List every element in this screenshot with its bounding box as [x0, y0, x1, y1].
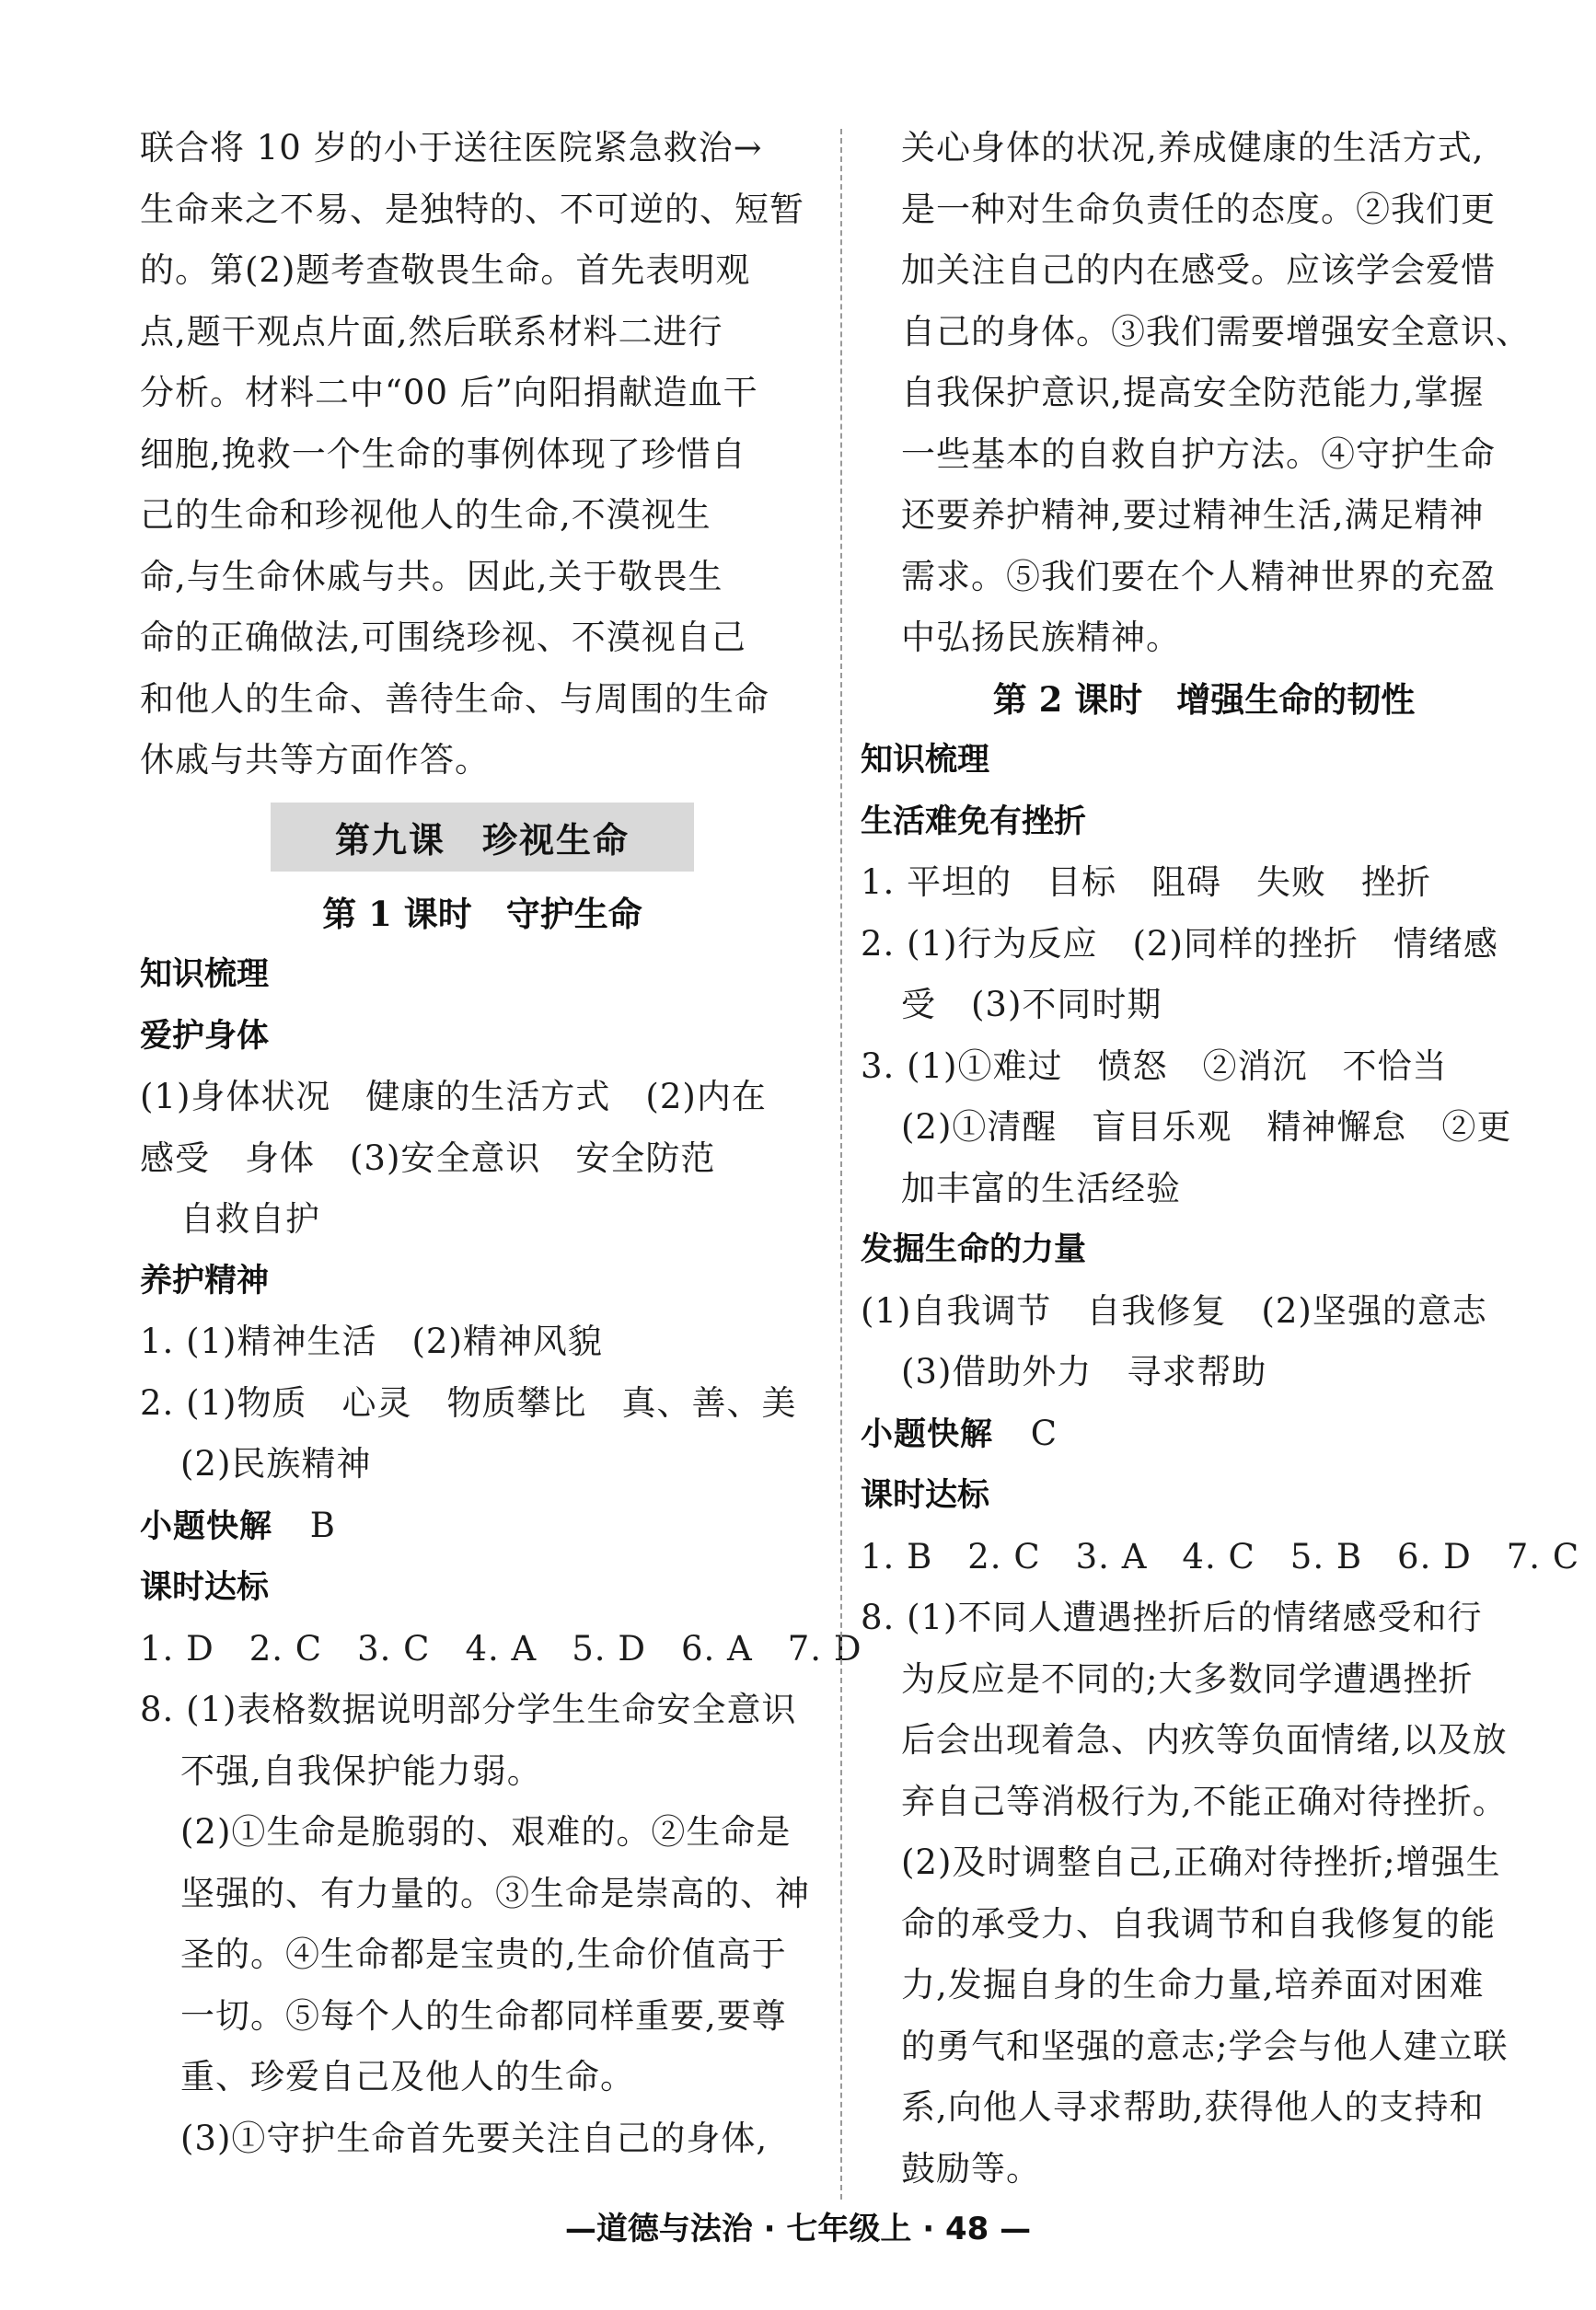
text-line: (2)①生命是脆弱的、艰难的。②生命是: [180, 1812, 792, 1852]
left-column: [140, 118, 862, 2169]
text-line: 自己的身体。③我们需要增强安全意识、: [901, 311, 1531, 352]
text-line: 感受 身体 (3)安全意识 安全防范: [140, 1138, 716, 1178]
session-title: 第 1 课时 守护生命: [322, 893, 642, 934]
text-line: 重、珍爱自己及他人的生命。: [180, 2057, 635, 2096]
text-line: 中弘扬民族精神。: [901, 618, 1181, 657]
quick-answer-row: [861, 1403, 1547, 1466]
text-line: 2. (1)物质 心灵 物质攀比 真、善、美: [140, 1382, 797, 1423]
text-line: 的。第(2)题考查敬畏生命。首先表明观: [140, 250, 751, 290]
quick-answer-label: 小题快解: [861, 1415, 994, 1453]
right-column: [861, 118, 1580, 2200]
lesson-banner: 第九课 珍视生命: [271, 803, 694, 872]
section-heading: 课时达标: [140, 1569, 270, 1606]
text-line: 为反应是不同的;大多数同学遭遇挫折: [901, 1658, 1474, 1699]
text-line: (1)身体状况 健康的生活方式 (2)内在: [140, 1077, 767, 1116]
text-line: (3)①守护生命首先要关注自己的身体,: [180, 2118, 769, 2158]
text-line: 圣的。④生命都是宝贵的,生命价值高于: [180, 1935, 787, 1974]
text-line: (2)民族精神: [180, 1444, 372, 1484]
answers-line: 1. D 2. C 3. C 4. A 5. D 6. A 7. D: [140, 1628, 862, 1669]
text-line: 休戚与共等方面作答。: [140, 740, 490, 780]
text-line: 后会出现着急、内疚等负面情绪,以及放: [901, 1720, 1508, 1760]
text-line: 命的正确做法,可围绕珍视、不漠视自己: [140, 618, 746, 657]
text-line: 加关注自己的内在感受。应该学会爱惜: [901, 250, 1496, 290]
text-line: 分析。材料二中“00 后”向阳捐献造血干: [140, 373, 758, 412]
text-line: 需求。⑤我们要在个人精神世界的充盈: [901, 556, 1496, 596]
section-heading: 知识梳理: [140, 956, 270, 993]
quick-answer-row: [140, 1496, 825, 1558]
section-heading: 知识梳理: [861, 742, 990, 779]
text-line: 1. 平坦的 目标 阻碍 失败 挫折: [861, 862, 1432, 902]
text-line: 自我保护意识,提高安全防范能力,掌握: [901, 373, 1485, 412]
text-line: (2)及时调整自己,正确对待挫折;增强生: [901, 1842, 1501, 1882]
text-line: 点,题干观点片面,然后联系材料二进行: [140, 311, 723, 352]
quick-answer-label: 小题快解: [140, 1507, 273, 1545]
text-line: 受 (3)不同时期: [901, 985, 1162, 1024]
text-line: (3)借助外力 寻求帮助: [901, 1352, 1267, 1392]
text-line: 加丰富的生活经验: [901, 1168, 1181, 1208]
quick-answer-value: C: [1030, 1413, 1058, 1453]
text-line: 命,与生命休戚与共。因此,关于敬畏生: [140, 556, 723, 596]
text-line: 关心身体的状况,养成健康的生活方式,: [901, 128, 1485, 167]
quick-answer-value: B: [309, 1505, 336, 1545]
text-line: 细胞,挽救一个生命的事例体现了珍惜自: [140, 433, 746, 474]
text-line: 8. (1)表格数据说明部分学生生命安全意识: [140, 1690, 797, 1729]
text-line: 联合将 10 岁的小于送往医院紧急救治→: [140, 128, 763, 167]
section-heading: 课时达标: [861, 1477, 990, 1514]
text-line: 是一种对生命负责任的态度。②我们更: [901, 189, 1496, 229]
text-line: 还要养护精神,要过精神生活,满足精神: [901, 495, 1485, 535]
text-line: 系,向他人寻求帮助,获得他人的支持和: [901, 2087, 1485, 2127]
text-line: 的勇气和坚强的意志;学会与他人建立联: [901, 2026, 1509, 2066]
lesson-banner-wrap: [140, 791, 825, 884]
text-line: 一切。⑤每个人的生命都同样重要,要尊: [180, 1995, 787, 2036]
text-line: 弃自己等消极行为,不能正确对待挫折。: [901, 1781, 1508, 1821]
text-line: 2. (1)行为反应 (2)同样的挫折 情绪感: [861, 923, 1498, 964]
text-line: 鼓励等。: [901, 2148, 1041, 2189]
text-line: 一些基本的自救自护方法。④守护生命: [901, 433, 1496, 474]
text-line: 和他人的生命、善待生命、与周围的生命: [140, 678, 769, 719]
answers-line: 1. B 2. C 3. A 4. C 5. B 6. D 7. C: [861, 1536, 1580, 1577]
text-line: 力,发掘自身的生命力量,培养面对困难: [901, 1965, 1485, 2004]
text-line: 自救自护: [180, 1199, 320, 1239]
subsection-heading: 爱护身体: [140, 1017, 270, 1055]
subsection-heading: 发掘生命的力量: [861, 1231, 1087, 1268]
text-line: 3. (1)①难过 愤怒 ②消沉 不恰当: [861, 1045, 1448, 1086]
text-line: 8. (1)不同人遭遇挫折后的情绪感受和行: [861, 1598, 1483, 1637]
session-title: 第 2 课时 增强生命的韧性: [992, 678, 1416, 720]
subsection-heading: 养护精神: [140, 1262, 270, 1299]
text-line: 不强,自我保护能力弱。: [180, 1750, 542, 1791]
text-line: 己的生命和珍视他人的生命,不漠视生: [140, 495, 711, 535]
text-line: 坚强的、有力量的。③生命是崇高的、神: [180, 1873, 810, 1913]
text-line: (2)①清醒 盲目乐观 精神懈怠 ②更: [901, 1107, 1512, 1147]
page-footer: —道德与法治 · 七年级上 · 48 —: [564, 2211, 1032, 2247]
text-line: 1. (1)精神生活 (2)精神风貌: [140, 1322, 603, 1361]
text-line: 生命来之不易、是独特的、不可逆的、短暂: [140, 189, 804, 229]
subsection-heading: 生活难免有挫折: [861, 803, 1087, 840]
text-line: 命的承受力、自我调节和自我修复的能: [901, 1903, 1496, 1944]
text-line: (1)自我调节 自我修复 (2)坚强的意志: [861, 1290, 1487, 1331]
column-divider: [840, 129, 842, 2200]
